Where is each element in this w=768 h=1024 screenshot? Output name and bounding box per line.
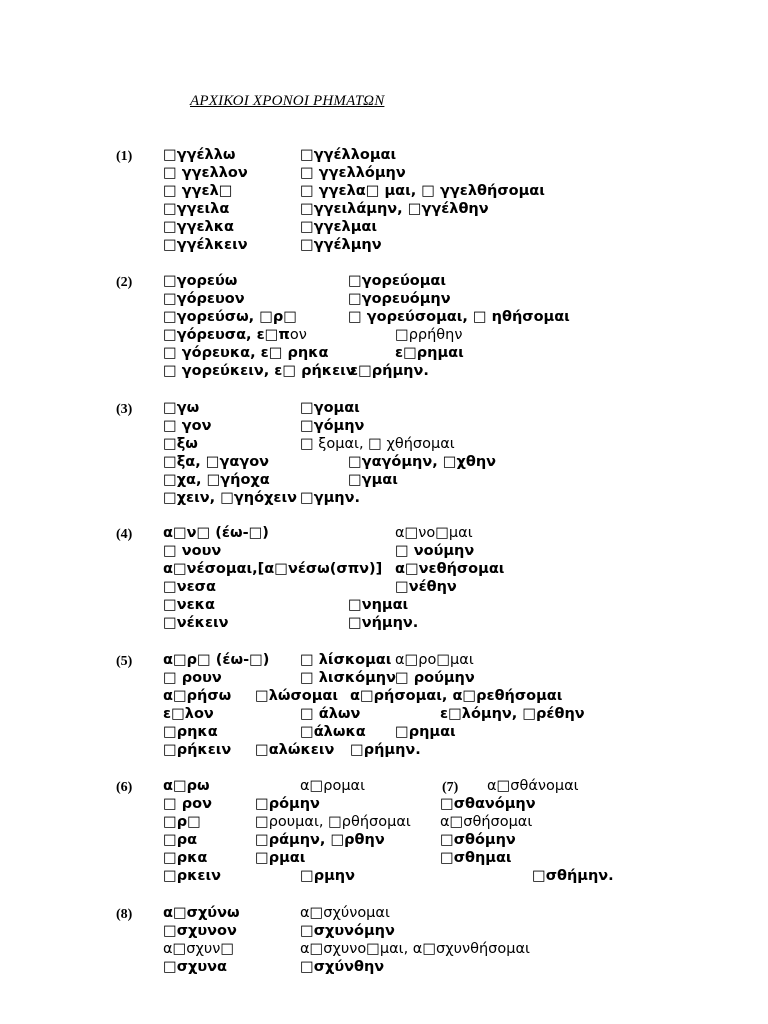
verb-form: □ γόρευκα, ε□ ρηκα <box>163 345 329 361</box>
verb-form: □γομαι <box>300 400 360 416</box>
verb-form: □σχυνα <box>163 959 227 975</box>
verb-form: □ξα, □γαγον <box>163 454 270 470</box>
section-number-3: (3) <box>116 402 133 417</box>
verb-form: □ άλων <box>300 706 361 722</box>
verb-form: □ γγελλόμην <box>300 165 406 181</box>
verb-form: □ ρον <box>163 796 212 812</box>
verb-form: □γόμην <box>300 418 365 434</box>
section-number-5: (5) <box>116 654 133 669</box>
verb-form: □γγέλκειν <box>163 237 248 253</box>
verb-form: □ρμαι <box>255 850 306 866</box>
verb-form: □ρ□ <box>163 814 201 830</box>
verb-form: □σθόμην <box>440 832 516 848</box>
verb-form: □γμην. <box>300 490 360 506</box>
verb-form: □νέθην <box>395 579 457 595</box>
verb-form: □νημαι <box>348 597 409 613</box>
verb-form: □ ρουν <box>163 670 222 686</box>
verb-form: α□ρομαι <box>300 778 366 794</box>
verb-form: α□ρω <box>163 778 210 794</box>
section-number-2: (2) <box>116 275 133 290</box>
verb-form: □ γγελα□ μαι, □ γγελθήσομαι <box>300 183 545 199</box>
verb-form: ε□ρημαι <box>395 345 464 361</box>
verb-form: □ ξομαι, □ χθήσομαι <box>300 436 455 452</box>
verb-form: □ρήμην. <box>350 742 421 758</box>
section-number-1: (1) <box>116 149 133 164</box>
verb-form: □ γορεύκειν, ε□ ρήκειν <box>163 363 356 379</box>
verb-form: □ρηκα <box>163 724 218 740</box>
verb-form: α□ρήσω <box>163 688 232 704</box>
verb-form: α□σχυν□ <box>163 941 235 957</box>
verb-form: □γγειλάμην, □γγέλθην <box>300 201 489 217</box>
section-number-4: (4) <box>116 527 133 542</box>
verb-form: ε□ρήμην. <box>350 363 429 379</box>
verb-form: □γγελμαι <box>300 219 377 235</box>
verb-form: □ρήκειν <box>163 742 232 758</box>
verb-form: □αλώκειν <box>255 742 335 758</box>
verb-form: α□ρ□ (έω-□) <box>163 652 270 668</box>
verb-form: □ρημαι <box>395 724 456 740</box>
verb-form: □σχυνον <box>163 923 237 939</box>
verb-form-main: □γόρευσα, ε□π <box>163 327 290 343</box>
verb-form: □ ρούμην <box>395 670 475 686</box>
verb-form: □νεκα <box>163 597 215 613</box>
verb-form: □ρουμαι, □ρθήσομαι <box>255 814 411 830</box>
verb-form: □ρόμην <box>255 796 320 812</box>
verb-form: α□σχυνο□μαι, α□σχυνθήσομαι <box>300 941 530 957</box>
verb-form: □ράμην, □ρθην <box>255 832 385 848</box>
verb-form: □γγέλλομαι <box>300 147 397 163</box>
verb-form: □ρμην <box>300 868 355 884</box>
section-number-8: (8) <box>116 907 133 922</box>
verb-form: □ νούμην <box>395 543 475 559</box>
verb-form: α□σθήσομαι <box>440 814 533 830</box>
verb-form: α□νέσομαι,[α□νέσω(σπν)] <box>163 561 383 577</box>
verb-form: α□σθάνομαι <box>487 778 579 794</box>
verb-form: □γγέλλω <box>163 147 236 163</box>
verb-form <box>163 326 307 344</box>
verb-form: □ νουν <box>163 543 222 559</box>
verb-form: □γγειλα <box>163 201 230 217</box>
verb-form: □ρκειν <box>163 868 221 884</box>
verb-form: □ξω <box>163 436 198 452</box>
verb-form: □σθανόμην <box>440 796 536 812</box>
verb-form: □ γγελλον <box>163 165 248 181</box>
verb-form: □ γον <box>163 418 212 434</box>
verb-form: □άλωκα <box>300 724 366 740</box>
verb-form: □γορεύω <box>163 273 238 289</box>
verb-form: □ γγελ□ <box>163 183 233 199</box>
verb-form: α□νεθήσομαι <box>395 561 505 577</box>
verb-form: □γμαι <box>348 472 398 488</box>
verb-form: □χα, □γήοχα <box>163 472 270 488</box>
verb-form: □λώσομαι <box>255 688 339 704</box>
verb-form: □γόρευον <box>163 291 245 307</box>
verb-form: □ρκα <box>163 850 208 866</box>
verb-form: ε□λον <box>163 706 214 722</box>
verb-form: □σχύνθην <box>300 959 385 975</box>
verb-form: α□νο□μαι <box>395 525 473 541</box>
verb-form-tail: ον <box>289 327 307 343</box>
verb-form: □νεσα <box>163 579 216 595</box>
verb-form: □ λισκόμην <box>300 670 396 686</box>
verb-form: □γω <box>163 400 200 416</box>
verb-form: □γαγόμην, □χθην <box>348 454 497 470</box>
verb-form: α□σχύνω <box>163 905 240 921</box>
verb-form: α□σχύνομαι <box>300 905 390 921</box>
verb-form: ε□λόμην, □ρέθην <box>440 706 585 722</box>
verb-form: □σχυνόμην <box>300 923 395 939</box>
section-number-7: (7) <box>442 780 459 795</box>
verb-form: □ρρήθην <box>395 327 463 343</box>
verb-form: □γορευόμην <box>348 291 451 307</box>
verb-form: □χειν, □γηόχειν <box>163 490 298 506</box>
verb-form: □γορεύομαι <box>348 273 447 289</box>
page-title: ΑΡΧΙΚΟΙ ΧΡΟΝΟΙ ΡΗΜΑΤΩΝ <box>190 93 385 109</box>
verb-form: □ρα <box>163 832 198 848</box>
verb-form: □ λίσκομαι <box>300 652 392 668</box>
section-number-6: (6) <box>116 780 133 795</box>
verb-form: α□ρήσομαι, α□ρεθήσομαι <box>350 688 563 704</box>
verb-form: α□ρο□μαι <box>395 652 474 668</box>
verb-form: α□ν□ (έω-□) <box>163 525 269 541</box>
verb-form: □γγέλμην <box>300 237 382 253</box>
verb-form: □νέκειν <box>163 615 229 631</box>
verb-form: □νήμην. <box>348 615 419 631</box>
verb-form: □γορεύσω, □ρ□ <box>163 309 298 325</box>
verb-form: □ γορεύσομαι, □ ηθήσομαι <box>348 309 570 325</box>
verb-form: □γγελκα <box>163 219 234 235</box>
verb-form: □σθημαι <box>440 850 512 866</box>
verb-form: □σθήμην. <box>532 868 614 884</box>
